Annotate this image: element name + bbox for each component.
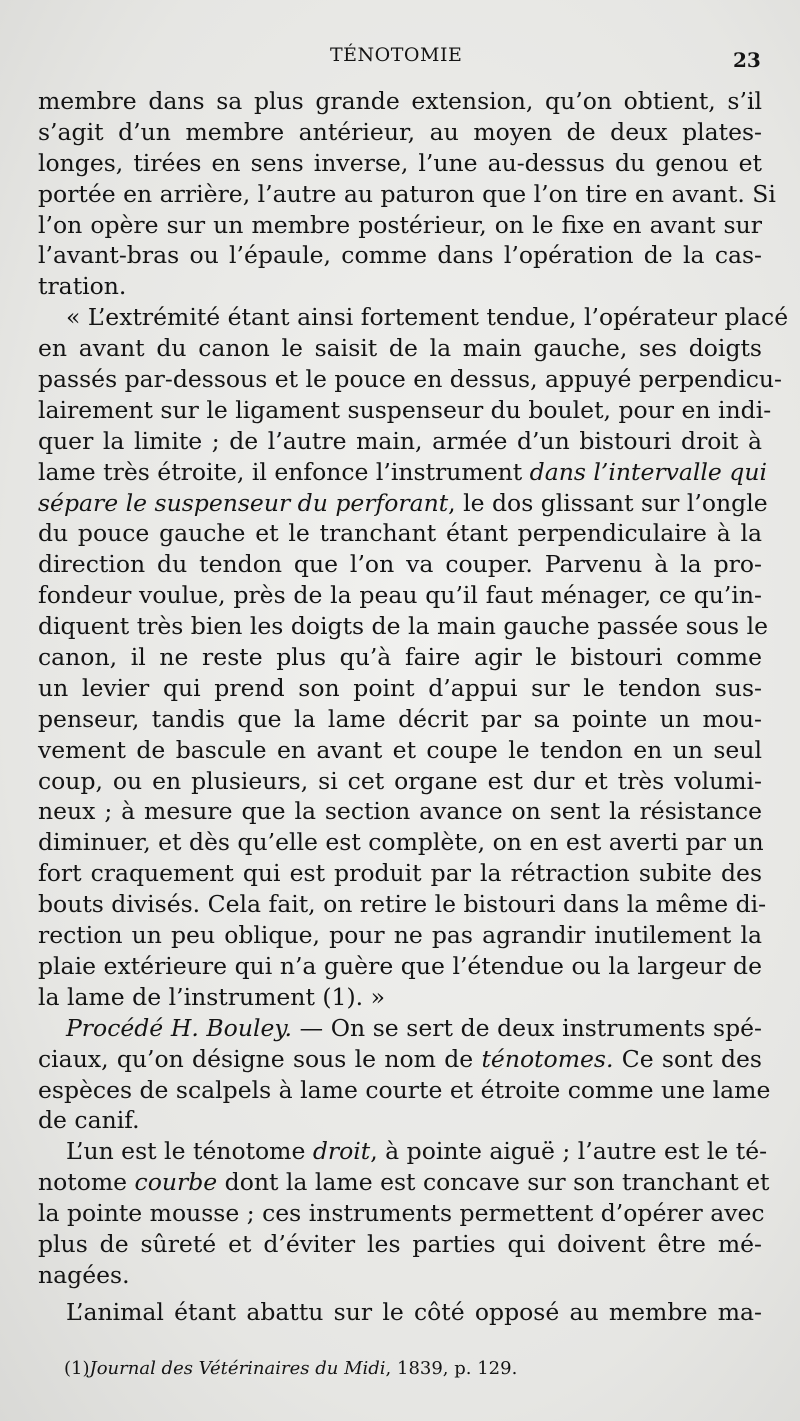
text-segment: un levier qui prend son point d’appui sur le tendon sus-	[38, 673, 762, 702]
text-line	[38, 117, 762, 148]
text-segment: du pouce gauche et le tranchant étant perpendiculaire à la	[38, 519, 762, 548]
text-segment: lairement sur le ligament suspenseur du boulet, pour en indi-	[38, 395, 772, 424]
text-segment: L’un est le ténotome	[66, 1137, 313, 1166]
text-segment: de canif.	[38, 1106, 140, 1135]
text-segment: s’agit d’un membre antérieur, au moyen de deux plates-	[38, 117, 762, 146]
text-line	[38, 1075, 771, 1106]
text-line	[38, 796, 762, 827]
text-line	[38, 364, 782, 395]
text-line	[38, 488, 768, 519]
italic-text: courbe	[134, 1168, 218, 1197]
text-segment: fort craquement qui est produit par la rétraction subite des	[38, 859, 762, 888]
text-segment: l’avant-bras ou l’épaule, comme dans l’opération de la cas-	[38, 241, 762, 270]
italic-text: ténotomes.	[481, 1044, 614, 1073]
text-line	[38, 827, 762, 858]
page-number: 23	[733, 48, 761, 72]
text-line	[38, 240, 762, 271]
italic-text: sépare le suspenseur du perforant	[38, 488, 449, 517]
text-segment: plaie extérieure qui n’a guère que l’étendue ou la largeur de	[38, 951, 762, 980]
body-text	[38, 86, 789, 1328]
text-line	[38, 889, 767, 920]
text-segment: plus de sûreté et d’éviter les parties qui doivent être mé-	[38, 1229, 762, 1258]
text-segment: ciaux, qu’on désigne sous le nom de	[38, 1044, 482, 1073]
text-line	[38, 148, 762, 179]
text-segment: rection un peu oblique, pour ne pas agrandir inutilement la	[38, 921, 762, 950]
running-title: TÉNOTOMIE	[330, 44, 463, 66]
text-line	[38, 858, 762, 889]
text-line	[38, 611, 769, 642]
text-line	[38, 920, 762, 951]
text-line	[38, 580, 762, 611]
text-segment: fondeur voulue, près de la peau qu’il faut ménager, ce qu’in-	[38, 581, 762, 610]
footnote-citation: , 1839, p. 129.	[385, 1358, 518, 1379]
text-segment: l’on opère sur un membre postérieur, on le fixe en avant sur	[38, 210, 762, 239]
text-line	[38, 951, 762, 982]
text-line	[38, 1044, 762, 1075]
text-segment: la lame de l’instrument (1). »	[38, 982, 385, 1011]
text-line	[38, 302, 789, 333]
text-line	[38, 1297, 762, 1328]
text-line	[38, 1229, 762, 1260]
text-line	[38, 1013, 762, 1044]
text-segment: coup, ou en plusieurs, si cet organe est dur et très volumi-	[38, 766, 762, 795]
text-line	[38, 1198, 765, 1229]
text-segment: neux ; à mesure que la section avance on sent la résistance	[38, 797, 762, 826]
text-line	[38, 704, 762, 735]
text-segment: diminuer, et dès qu’elle est complète, on en est averti par un	[38, 828, 764, 857]
footnote	[64, 1358, 517, 1379]
text-line	[38, 1167, 770, 1198]
text-line	[38, 333, 762, 364]
text-segment: , à pointe aiguë ; l’autre est le té-	[370, 1137, 768, 1166]
page-header	[0, 44, 800, 74]
text-line	[38, 673, 762, 704]
text-segment: L’animal étant abattu sur le côté opposé au membre ma-	[66, 1297, 762, 1326]
footnote-journal-title: Journal des Vétérinaires du Midi	[89, 1358, 386, 1379]
text-segment: espèces de scalpels à lame courte et étroite comme une lame	[38, 1075, 771, 1104]
text-line	[38, 642, 762, 673]
text-segment: portée en arrière, l’autre au paturon que l’on tire en avant. Si	[38, 179, 776, 208]
text-line	[38, 735, 762, 766]
text-segment: direction du tendon que l’on va couper. Parvenu à la pro-	[38, 550, 762, 579]
text-line	[38, 982, 762, 1013]
italic-text: Procédé H. Bouley.	[66, 1013, 292, 1042]
text-segment: nagées.	[38, 1260, 130, 1289]
text-segment: bouts divisés. Cela fait, on retire le bistouri dans la même di-	[38, 890, 767, 919]
text-segment: notome	[38, 1168, 135, 1197]
text-line	[38, 179, 776, 210]
text-segment: longes, tirées en sens inverse, l’une au-dessus du genou et	[38, 148, 762, 177]
text-segment: vement de bascule en avant et coupe le tendon en un seul	[38, 735, 762, 764]
text-line	[38, 1260, 762, 1291]
text-segment: dont la lame est concave sur son tranchant et	[217, 1168, 770, 1197]
text-line	[38, 1105, 762, 1136]
text-segment: — On se sert de deux instruments spé-	[292, 1013, 762, 1042]
italic-text: dans l’intervalle qui	[529, 457, 767, 486]
text-line	[38, 271, 762, 302]
text-line	[38, 549, 762, 580]
text-segment: quer la limite ; de l’autre main, armée d’un bistouri droit à	[38, 426, 762, 455]
text-segment: canon, il ne reste plus qu’à faire agir le bistouri comme	[38, 643, 762, 672]
footnote-marker: (1)	[64, 1358, 90, 1379]
text-line	[38, 395, 772, 426]
text-line	[38, 518, 762, 549]
text-segment: Ce sont des	[613, 1044, 762, 1073]
text-segment: penseur, tandis que la lame décrit par sa pointe un mou-	[38, 704, 762, 733]
text-segment: la pointe mousse ; ces instruments permettent d’opérer avec	[38, 1199, 765, 1228]
text-segment: passés par-dessous et le pouce en dessus, appuyé perpendicu-	[38, 365, 782, 394]
text-segment: tration.	[38, 272, 127, 301]
text-segment: lame très étroite, il enfonce l’instrument	[38, 457, 530, 486]
text-line	[38, 766, 762, 797]
text-segment: en avant du canon le saisit de la main gauche, ses doigts	[38, 334, 762, 363]
text-segment: diquent très bien les doigts de la main gauche passée sous le	[38, 612, 769, 641]
text-segment: , le dos glissant sur l’ongle	[448, 488, 768, 517]
text-segment: membre dans sa plus grande extension, qu’on obtient, s’il	[38, 87, 762, 115]
text-line	[38, 1136, 768, 1167]
text-line	[38, 86, 762, 117]
italic-text: droit	[312, 1137, 371, 1166]
text-segment: « L’extrémité étant ainsi fortement tendue, l’opérateur placé	[66, 303, 789, 332]
text-line	[38, 457, 767, 488]
text-line	[38, 210, 762, 241]
text-line	[38, 426, 762, 457]
